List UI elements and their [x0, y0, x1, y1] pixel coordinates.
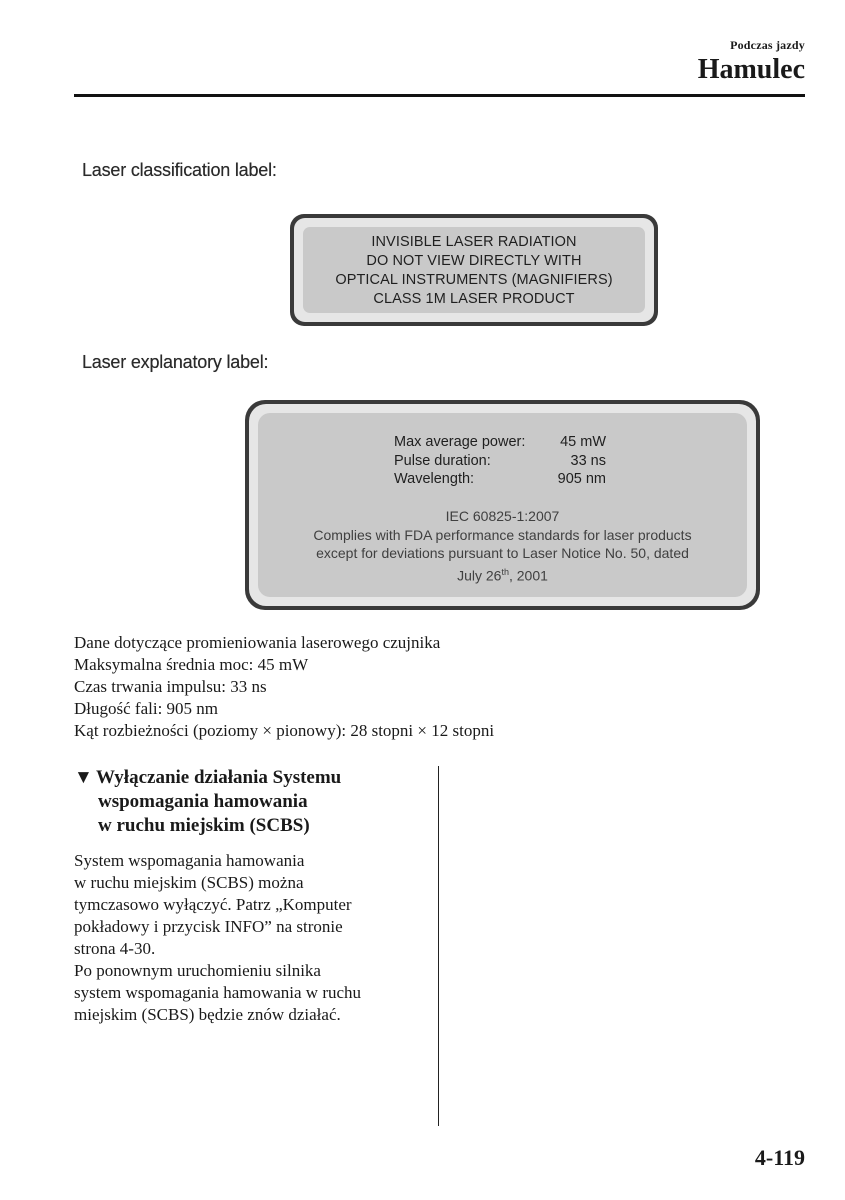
triangle-bullet-icon: ▼ [74, 767, 93, 788]
laser-warning-label [290, 214, 658, 326]
label-border [249, 404, 756, 606]
warning-line: DO NOT VIEW DIRECTLY WITH [366, 253, 582, 269]
spec-key: Wavelength: [394, 471, 475, 487]
page-number: 4-119 [754, 1145, 805, 1170]
scbs-line: strona 4-30. [74, 939, 156, 958]
spec-value: 33 ns [570, 452, 606, 469]
spec-value: 905 nm [557, 471, 606, 487]
radiation-line: Dane dotyczące promieniowania laserowego czujnika [74, 633, 441, 652]
scbs-heading: ▼ Wyłączanie działania Systemu wspomagania hamowania w ruchu miejskim (SCBS) [74, 767, 342, 836]
scbs-line: pokładowy i przycisk INFO” na stronie [74, 917, 343, 936]
scbs-line: Po ponownym uruchomieniu silnika [74, 961, 321, 980]
label-panel [258, 413, 747, 597]
column-divider [438, 766, 439, 1126]
spec-row [394, 470, 606, 489]
standard-line: IEC 60825-1:2007 [445, 508, 560, 524]
compliance-text [258, 507, 747, 585]
label-border [294, 218, 654, 322]
warning-line: CLASS 1M LASER PRODUCT [373, 291, 575, 307]
compliance-line: Complies with FDA performance standards for laser products [313, 526, 692, 543]
laser-explanatory-label [245, 400, 760, 610]
radiation-data-block [74, 632, 494, 742]
section-name: Podczas jazdy [730, 38, 805, 52]
spec-key: Max average power: [394, 434, 526, 450]
explanatory-label-caption: Laser explanatory label: [82, 352, 269, 372]
spec-value: 45 mW [560, 434, 606, 450]
radiation-line: Długość fali: 905 nm [74, 699, 219, 718]
spec-key: Pulse duration: [394, 452, 491, 469]
scbs-line: System wspomagania hamowania [74, 851, 305, 870]
scbs-body [74, 850, 361, 1026]
compliance-line: except for deviations pursuant to Laser Notice No. 50, dated [316, 545, 689, 561]
radiation-line: Kąt rozbieżności (poziomy × pionowy): 28 stopni × 12 stopni [74, 721, 495, 740]
scbs-line: system wspomagania hamowania w ruchu [74, 983, 362, 1002]
scbs-line: miejskim (SCBS) będzie znów działać. [74, 1005, 341, 1024]
label-panel [303, 227, 645, 313]
classification-label-caption: Laser classification label: [82, 160, 277, 180]
radiation-line: Maksymalna średnia moc: 45 mW [74, 655, 309, 674]
scbs-line: tymczasowo wyłączyć. Patrz „Komputer [74, 895, 352, 914]
spec-row [394, 452, 606, 471]
scbs-line: w ruchu miejskim (SCBS) można [74, 873, 304, 892]
warning-line: INVISIBLE LASER RADIATION [371, 234, 577, 250]
radiation-line: Czas trwania impulsu: 33 ns [74, 677, 267, 696]
spec-row [394, 433, 606, 452]
header-rule [74, 94, 805, 97]
warning-line: OPTICAL INSTRUMENTS (MAGNIFIERS) [335, 272, 613, 288]
compliance-date: July 26th, 2001 [457, 566, 548, 584]
page-title: Hamulec [697, 54, 805, 85]
